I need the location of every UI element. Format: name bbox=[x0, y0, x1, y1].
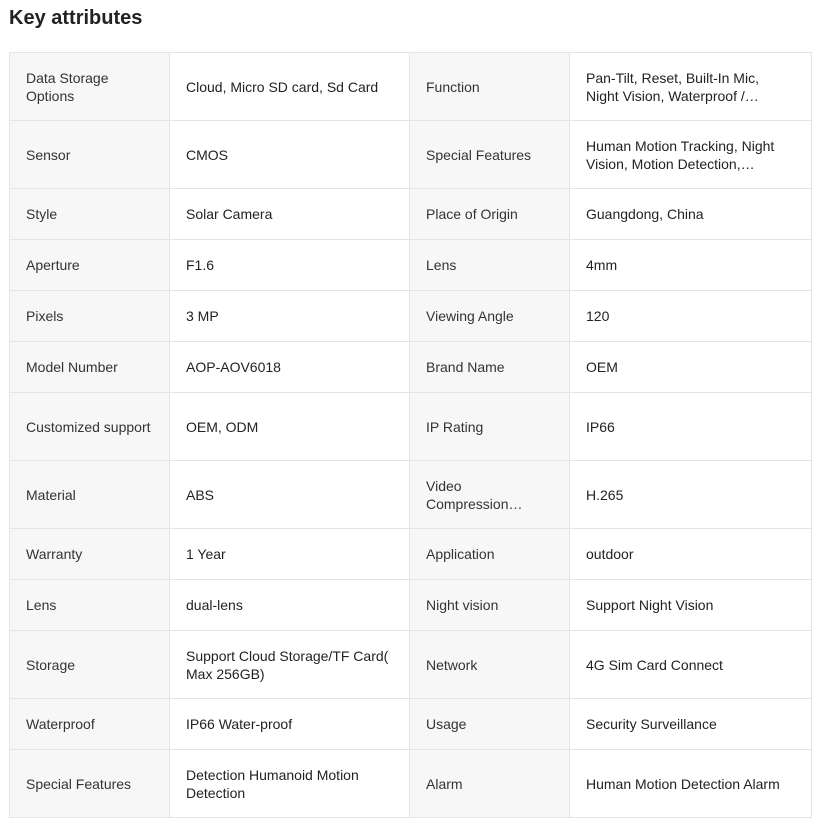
table-row bbox=[10, 291, 812, 342]
attribute-value: Guangdong, China bbox=[570, 189, 812, 240]
attribute-label: IP Rating bbox=[410, 393, 570, 461]
attribute-label: Material bbox=[10, 461, 170, 529]
attribute-label: Special Features bbox=[410, 121, 570, 189]
attribute-value: OEM bbox=[570, 342, 812, 393]
attribute-label: Alarm bbox=[410, 750, 570, 818]
attribute-value: Human Motion Detection Alarm bbox=[570, 750, 812, 818]
attribute-label: Aperture bbox=[10, 240, 170, 291]
attribute-label: Waterproof bbox=[10, 699, 170, 750]
attribute-label: Warranty bbox=[10, 529, 170, 580]
attribute-value: Pan-Tilt, Reset, Built-In Mic, Night Vision, Waterproof /… bbox=[570, 53, 812, 121]
attributes-table bbox=[9, 52, 812, 818]
attribute-value: Solar Camera bbox=[170, 189, 410, 240]
attribute-label: Viewing Angle bbox=[410, 291, 570, 342]
attribute-value: IP66 Water-proof bbox=[170, 699, 410, 750]
attribute-value: 4mm bbox=[570, 240, 812, 291]
attribute-label: Model Number bbox=[10, 342, 170, 393]
attribute-value: dual-lens bbox=[170, 580, 410, 631]
attribute-value: OEM, ODM bbox=[170, 393, 410, 461]
table-row bbox=[10, 53, 812, 121]
attribute-label: Brand Name bbox=[410, 342, 570, 393]
attribute-label: Customized support bbox=[10, 393, 170, 461]
attribute-value: Human Motion Tracking, Night Vision, Motion Detection,… bbox=[570, 121, 812, 189]
attribute-value: Support Night Vision bbox=[570, 580, 812, 631]
attribute-label: Lens bbox=[410, 240, 570, 291]
attribute-value: Support Cloud Storage/TF Card( Max 256GB) bbox=[170, 631, 410, 699]
attribute-value: ABS bbox=[170, 461, 410, 529]
attribute-value: F1.6 bbox=[170, 240, 410, 291]
table-row bbox=[10, 461, 812, 529]
attribute-value: outdoor bbox=[570, 529, 812, 580]
attribute-value: IP66 bbox=[570, 393, 812, 461]
table-row bbox=[10, 342, 812, 393]
attribute-label: Sensor bbox=[10, 121, 170, 189]
attribute-value: Detection Humanoid Motion Detection bbox=[170, 750, 410, 818]
table-row bbox=[10, 240, 812, 291]
attribute-label: Lens bbox=[10, 580, 170, 631]
table-row bbox=[10, 121, 812, 189]
attribute-label: Function bbox=[410, 53, 570, 121]
attribute-label: Place of Origin bbox=[410, 189, 570, 240]
table-row bbox=[10, 750, 812, 818]
attribute-label: Night vision bbox=[410, 580, 570, 631]
attribute-label: Video Compression… bbox=[410, 461, 570, 529]
attribute-value: 4G Sim Card Connect bbox=[570, 631, 812, 699]
attribute-value: Security Surveillance bbox=[570, 699, 812, 750]
attribute-value: CMOS bbox=[170, 121, 410, 189]
attribute-label: Pixels bbox=[10, 291, 170, 342]
attribute-value: 120 bbox=[570, 291, 812, 342]
attribute-label: Special Features bbox=[10, 750, 170, 818]
attribute-value: H.265 bbox=[570, 461, 812, 529]
attribute-value: AOP-AOV6018 bbox=[170, 342, 410, 393]
table-row bbox=[10, 189, 812, 240]
attribute-label: Storage bbox=[10, 631, 170, 699]
attribute-label: Data Storage Options bbox=[10, 53, 170, 121]
attribute-value: 3 MP bbox=[170, 291, 410, 342]
attribute-label: Application bbox=[410, 529, 570, 580]
attribute-label: Style bbox=[10, 189, 170, 240]
table-row bbox=[10, 529, 812, 580]
table-row bbox=[10, 631, 812, 699]
table-row bbox=[10, 393, 812, 461]
attribute-value: Cloud, Micro SD card, Sd Card bbox=[170, 53, 410, 121]
attribute-value: 1 Year bbox=[170, 529, 410, 580]
attribute-label: Network bbox=[410, 631, 570, 699]
table-row bbox=[10, 699, 812, 750]
section-title: Key attributes bbox=[9, 7, 143, 29]
table-row bbox=[10, 580, 812, 631]
attribute-label: Usage bbox=[410, 699, 570, 750]
